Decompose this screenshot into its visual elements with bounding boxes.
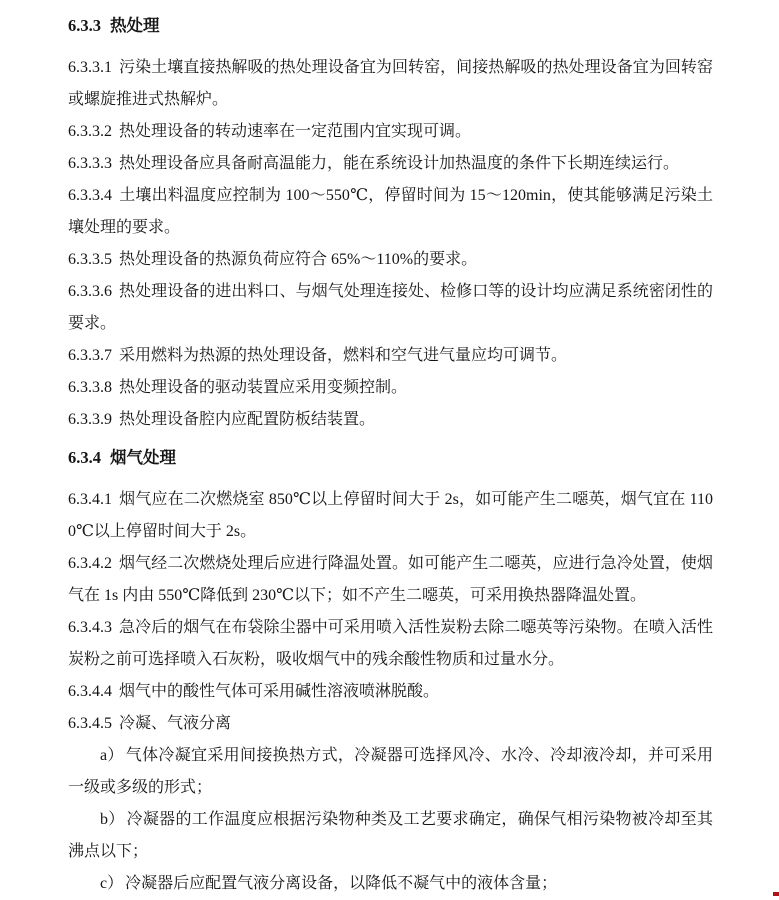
clause-text: 土壤出料温度应控制为 100～550℃，停留时间为 15～120min，使其能够满足污染土壤处理的要求。 — [68, 187, 713, 236]
list-item-text: 冷凝器后应配置气液分离设备，以降低不凝气中的液体含量； — [125, 875, 558, 892]
clause-number: 6.3.4.3 — [68, 619, 112, 636]
list-item-text: 气体冷凝宜采用间接换热方式，冷凝器可选择风冷、水冷、冷却液冷却，并可采用一级或多级的形式； — [68, 747, 713, 796]
section-title: 热处理 — [110, 16, 160, 35]
clause-text: 热处理设备的转动速率在一定范围内宜实现可调。 — [119, 123, 472, 140]
clause-text: 急冷后的烟气在布袋除尘器中可采用喷入活性炭粉去除二噁英等污染物。在喷入活性炭粉之前可选择喷入石灰粉，吸收烟气中的残余酸性物质和过量水分。 — [68, 619, 713, 668]
list-item-label: b） — [100, 811, 125, 828]
clause-number: 6.3.3.4 — [68, 187, 112, 204]
clause-text: 烟气应在二次燃烧室 850℃以上停留时间大于 2s，如可能产生二噁英，烟气宜在 1100℃以上停留时间大于 2s。 — [68, 491, 713, 540]
clause-paragraph — [68, 116, 713, 148]
clause-number: 6.3.4.2 — [68, 555, 112, 572]
list-item-text: 冷凝器的工作温度应根据污染物种类及工艺要求确定，确保气相污染物被冷却至其沸点以下； — [68, 811, 713, 860]
red-artifact-mark — [773, 892, 779, 896]
section-title: 烟气处理 — [110, 448, 176, 467]
clause-number: 6.3.3.6 — [68, 283, 112, 300]
clause-number: 6.3.3.2 — [68, 123, 112, 140]
clause-paragraph — [68, 676, 713, 708]
clause-number: 6.3.3.1 — [68, 59, 112, 76]
clause-paragraph — [68, 180, 713, 244]
clause-paragraph — [68, 372, 713, 404]
clause-number: 6.3.4.1 — [68, 491, 112, 508]
clause-text: 热处理设备的驱动装置应采用变频控制。 — [119, 379, 408, 396]
clause-paragraph — [68, 52, 713, 116]
clause-text: 冷凝、气液分离 — [119, 715, 232, 732]
clause-text: 热处理设备应具备耐高温能力，能在系统设计加热温度的条件下长期连续运行。 — [119, 155, 680, 172]
clause-paragraph — [68, 404, 713, 436]
clause-number: 6.3.3.8 — [68, 379, 112, 396]
clause-paragraph — [68, 276, 713, 340]
clause-number: 6.3.3.7 — [68, 347, 112, 364]
clause-text: 热处理设备的热源负荷应符合 65%～110%的要求。 — [119, 251, 478, 268]
clause-paragraph — [68, 484, 713, 548]
clause-paragraph — [68, 612, 713, 676]
clause-text: 污染土壤直接热解吸的热处理设备宜为回转窑，间接热解吸的热处理设备宜为回转窑或螺旋推进式热解炉。 — [68, 59, 713, 108]
clause-text: 烟气经二次燃烧处理后应进行降温处置。如可能产生二噁英，应进行急冷处置，使烟气在 1s 内由 550℃降低到 230℃以下；如不产生二噁英，可采用换热器降温处置。 — [68, 555, 713, 604]
clause-paragraph — [68, 708, 713, 740]
clause-number: 6.3.4.5 — [68, 715, 112, 732]
clause-number: 6.3.3.9 — [68, 411, 112, 428]
clause-text: 热处理设备的进出料口、与烟气处理连接处、检修口等的设计均应满足系统密闭性的要求。 — [68, 283, 713, 332]
clause-number: 6.3.3.5 — [68, 251, 112, 268]
clause-paragraph — [68, 340, 713, 372]
list-item — [68, 740, 713, 804]
clause-text: 烟气中的酸性气体可采用碱性溶液喷淋脱酸。 — [119, 683, 440, 700]
section-number: 6.3.3 — [68, 16, 101, 35]
clause-number: 6.3.4.4 — [68, 683, 112, 700]
list-item-label: a） — [100, 747, 124, 764]
clause-paragraph — [68, 244, 713, 276]
list-item-label: c） — [100, 875, 124, 892]
clause-text: 采用燃料为热源的热处理设备，燃料和空气进气量应均可调节。 — [119, 347, 568, 364]
clause-paragraph — [68, 548, 713, 612]
clause-text: 热处理设备腔内应配置防板结装置。 — [119, 411, 376, 428]
list-item — [68, 804, 713, 868]
section-heading — [68, 442, 713, 474]
clause-number: 6.3.3.3 — [68, 155, 112, 172]
section-heading — [68, 10, 713, 42]
clause-paragraph — [68, 148, 713, 180]
section-number: 6.3.4 — [68, 448, 101, 467]
list-item — [68, 868, 713, 900]
